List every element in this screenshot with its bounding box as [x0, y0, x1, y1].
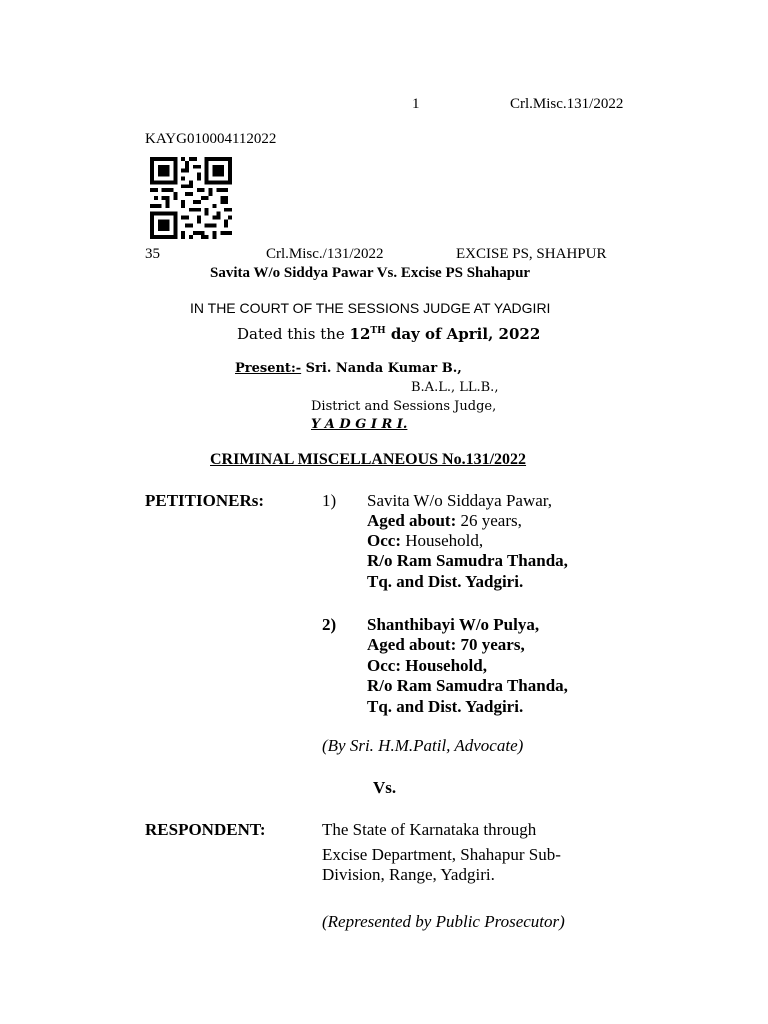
petitioner-1-number: 1) — [322, 491, 337, 510]
present-line — [235, 362, 462, 375]
petitioner-2-age: Aged about: 70 years, — [367, 635, 525, 654]
case-title: Savita W/o Siddya Pawar Vs. Excise PS Shahapur — [210, 265, 531, 281]
petitioner-1-name: Savita W/o Siddaya Pawar, — [367, 491, 553, 510]
petitioner-1-occ-value: Household, — [400, 531, 484, 550]
dated-day-sup: TH — [370, 326, 386, 336]
judge-designation: District and Sessions Judge, — [311, 399, 497, 414]
police-station: EXCISE PS, SHAHPUR — [456, 246, 607, 262]
petitioner-2-occ: Occ: Household, — [367, 656, 487, 675]
petitioner-1-age — [367, 512, 522, 529]
court-place: Y A D G I R I. — [311, 417, 408, 432]
versus: Vs. — [373, 778, 397, 797]
petitioner-advocate: (By Sri. H.M.Patil, Advocate) — [322, 736, 524, 755]
petitioner-1-occ-label: Occ: — [367, 531, 401, 550]
dated-line — [237, 327, 540, 342]
case-number: Crl.Misc./131/2022 — [266, 246, 384, 262]
petitioners-label: PETITIONERs: — [145, 491, 265, 510]
cnr-number: KAYG010004112022 — [145, 131, 277, 147]
judge-name: Sri. Nanda Kumar B., — [301, 361, 462, 376]
respondent-line-3: Division, Range, Yadgiri. — [322, 865, 495, 884]
dated-suffix: day of April, 2022 — [385, 325, 541, 343]
petitioner-2-number: 2) — [322, 615, 337, 634]
respondent-line-2: Excise Department, Shahapur Sub- — [322, 845, 561, 864]
petitioner-2-name: Shanthibayi W/o Pulya, — [367, 615, 540, 634]
petitioner-1-residence: R/o Ram Samudra Thanda, — [367, 551, 568, 570]
respondent-line-1: The State of Karnataka through — [322, 820, 537, 839]
qr-code-image — [150, 157, 232, 239]
petitioner-1-age-label: Aged about: — [367, 511, 457, 530]
case-serial: 35 — [145, 246, 160, 262]
respondent-label: RESPONDENT: — [145, 820, 266, 839]
header-case-ref: Crl.Misc.131/2022 — [510, 96, 624, 112]
respondent-represented: (Represented by Public Prosecutor) — [322, 912, 565, 931]
court-name: IN THE COURT OF THE SESSIONS JUDGE AT YADGIRI — [190, 300, 551, 316]
petitioner-1-age-value: 26 years, — [456, 511, 522, 530]
petitioner-2-residence: R/o Ram Samudra Thanda, — [367, 676, 568, 695]
petitioner-1-occ — [367, 532, 483, 549]
present-label: Present:- — [235, 361, 302, 376]
dated-prefix: Dated this the — [237, 325, 350, 343]
petitioner-2-taluk: Tq. and Dist. Yadgiri. — [367, 697, 524, 716]
page-number: 1 — [412, 96, 420, 112]
petitioner-1-taluk: Tq. and Dist. Yadgiri. — [367, 572, 524, 591]
case-heading: CRIMINAL MISCELLANEOUS No.131/2022 — [210, 451, 527, 468]
dated-day: 12 — [349, 325, 371, 343]
judge-qualification: B.A.L., LL.B., — [411, 380, 499, 395]
